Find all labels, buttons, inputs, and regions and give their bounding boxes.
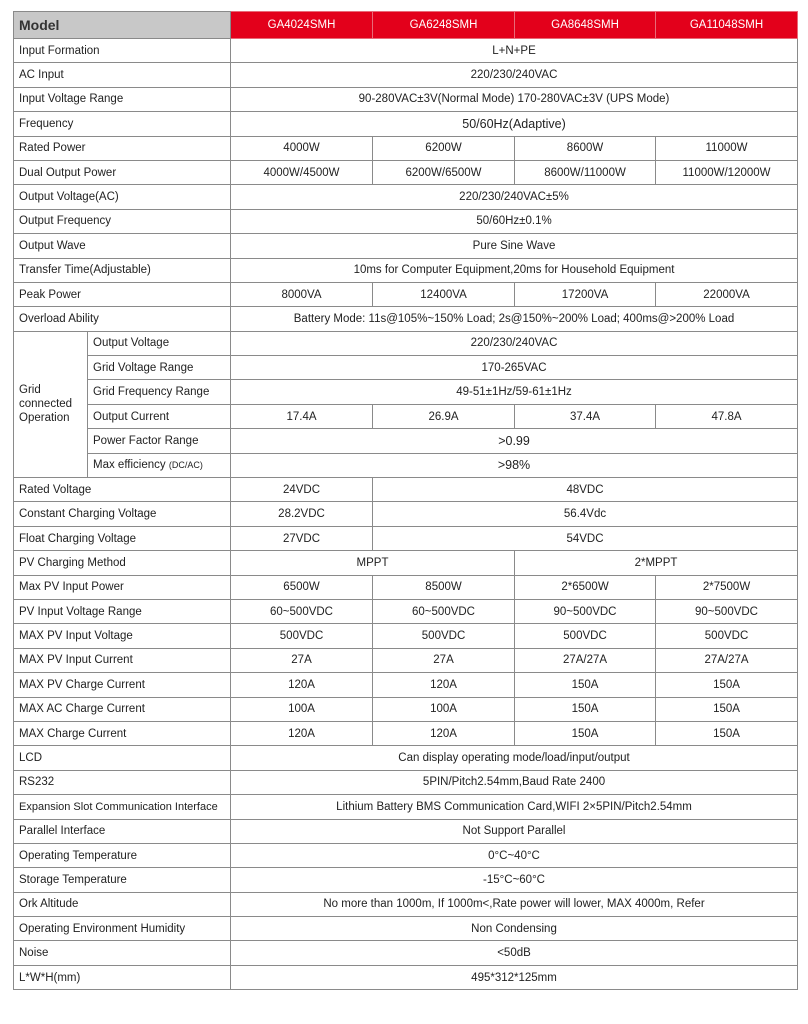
table-row xyxy=(14,478,798,502)
row-value: 10ms for Computer Equipment,20ms for Household Equipment xyxy=(231,258,798,282)
table-row xyxy=(14,551,798,575)
row-value: 49-51±1Hz/59-61±1Hz xyxy=(231,380,798,404)
row-value: 2*6500W xyxy=(515,575,656,599)
table-row xyxy=(14,404,798,428)
row-label: Rated Power xyxy=(14,136,231,160)
row-value: 27VDC xyxy=(231,526,373,550)
table-row xyxy=(14,892,798,916)
row-value: MPPT xyxy=(231,551,515,575)
row-value: 2*MPPT xyxy=(515,551,798,575)
row-value: 220/230/240VAC xyxy=(231,331,798,355)
row-value: 120A xyxy=(373,673,515,697)
row-value: 17200VA xyxy=(515,282,656,306)
table-row xyxy=(14,770,798,794)
row-value: 4000W/4500W xyxy=(231,160,373,184)
row-label: Grid Voltage Range xyxy=(88,356,231,380)
row-value: 54VDC xyxy=(373,526,798,550)
row-value: 120A xyxy=(231,673,373,697)
row-value: 0°C~40°C xyxy=(231,843,798,867)
table-row xyxy=(14,356,798,380)
row-value: 90~500VDC xyxy=(656,599,798,623)
row-label: Parallel Interface xyxy=(14,819,231,843)
row-value: <50dB xyxy=(231,941,798,965)
table-row xyxy=(14,331,798,355)
table-row xyxy=(14,39,798,63)
table-row xyxy=(14,721,798,745)
row-value: -15°C~60°C xyxy=(231,868,798,892)
table-row xyxy=(14,429,798,453)
table-row xyxy=(14,575,798,599)
row-label: Output Voltage xyxy=(88,331,231,355)
row-label: AC Input xyxy=(14,63,231,87)
table-row xyxy=(14,209,798,233)
table-row xyxy=(14,185,798,209)
model-col-3: GA8648SMH xyxy=(515,12,656,39)
row-value: 27A/27A xyxy=(515,648,656,672)
row-label: L*W*H(mm) xyxy=(14,965,231,989)
row-value: 100A xyxy=(373,697,515,721)
table-row xyxy=(14,63,798,87)
row-value: 12400VA xyxy=(373,282,515,306)
row-value: 17.4A xyxy=(231,404,373,428)
row-value: 37.4A xyxy=(515,404,656,428)
row-label: Peak Power xyxy=(14,282,231,306)
row-value: 150A xyxy=(515,673,656,697)
row-label: Ork Altitude xyxy=(14,892,231,916)
row-value: 56.4Vdc xyxy=(373,502,798,526)
row-label: Output Wave xyxy=(14,234,231,258)
row-value: 27A xyxy=(231,648,373,672)
table-row xyxy=(14,819,798,843)
table-row xyxy=(14,307,798,331)
table-row xyxy=(14,136,798,160)
table-row xyxy=(14,941,798,965)
row-value: Not Support Parallel xyxy=(231,819,798,843)
row-value: 50/60Hz±0.1% xyxy=(231,209,798,233)
row-value: 5PIN/Pitch2.54mm,Baud Rate 2400 xyxy=(231,770,798,794)
row-value: 8000VA xyxy=(231,282,373,306)
table-row xyxy=(14,112,798,136)
table-row xyxy=(14,160,798,184)
table-row xyxy=(14,624,798,648)
row-value: 500VDC xyxy=(515,624,656,648)
table-row xyxy=(14,648,798,672)
row-label: Input Formation xyxy=(14,39,231,63)
row-value: 8600W xyxy=(515,136,656,160)
row-label: Storage Temperature xyxy=(14,868,231,892)
row-label: Grid Frequency Range xyxy=(88,380,231,404)
row-label: Power Factor Range xyxy=(88,429,231,453)
row-value: 220/230/240VAC xyxy=(231,63,798,87)
row-value: Lithium Battery BMS Communication Card,WIFI 2×5PIN/Pitch2.54mm xyxy=(231,795,798,819)
row-value: 8500W xyxy=(373,575,515,599)
row-value: 90~500VDC xyxy=(515,599,656,623)
row-value: 8600W/11000W xyxy=(515,160,656,184)
table-row xyxy=(14,502,798,526)
row-value: 150A xyxy=(515,697,656,721)
row-value: 11000W/12000W xyxy=(656,160,798,184)
row-label: MAX PV Input Voltage xyxy=(14,624,231,648)
row-value: >98% xyxy=(231,453,798,477)
row-value: Non Condensing xyxy=(231,917,798,941)
row-label: Constant Charging Voltage xyxy=(14,502,231,526)
row-value: 27A/27A xyxy=(656,648,798,672)
row-label: Output Voltage(AC) xyxy=(14,185,231,209)
header-row xyxy=(14,12,798,39)
row-value: 150A xyxy=(515,721,656,745)
row-label: Float Charging Voltage xyxy=(14,526,231,550)
row-value: 60~500VDC xyxy=(231,599,373,623)
table-row xyxy=(14,843,798,867)
row-label: Frequency xyxy=(14,112,231,136)
row-value: 24VDC xyxy=(231,478,373,502)
row-label-suffix: (DC/AC) xyxy=(168,460,203,471)
model-col-1: GA4024SMH xyxy=(231,12,373,39)
row-value: 26.9A xyxy=(373,404,515,428)
row-value: 150A xyxy=(656,721,798,745)
row-value: 220/230/240VAC±5% xyxy=(231,185,798,209)
row-value: 11000W xyxy=(656,136,798,160)
row-value: No more than 1000m, If 1000m<,Rate power will lower, MAX 4000m, Refer xyxy=(231,892,798,916)
row-label: Output Current xyxy=(88,404,231,428)
row-label: MAX AC Charge Current xyxy=(14,697,231,721)
table-row xyxy=(14,234,798,258)
row-value: 500VDC xyxy=(373,624,515,648)
group-label-grid: Grid connected Operation xyxy=(14,331,88,477)
row-value: 50/60Hz(Adaptive) xyxy=(231,112,798,136)
row-value: 170-265VAC xyxy=(231,356,798,380)
row-label: RS232 xyxy=(14,770,231,794)
row-value: 500VDC xyxy=(231,624,373,648)
row-label: Noise xyxy=(14,941,231,965)
row-value: 6200W/6500W xyxy=(373,160,515,184)
row-value: 27A xyxy=(373,648,515,672)
table-row xyxy=(14,258,798,282)
table-row xyxy=(14,746,798,770)
row-label: Operating Environment Humidity xyxy=(14,917,231,941)
row-label: Max PV Input Power xyxy=(14,575,231,599)
row-value: Pure Sine Wave xyxy=(231,234,798,258)
row-label: Expansion Slot Communication Interface xyxy=(14,795,231,819)
row-value: 495*312*125mm xyxy=(231,965,798,989)
row-value: 28.2VDC xyxy=(231,502,373,526)
model-label: Model xyxy=(14,12,231,39)
row-value: 90-280VAC±3V(Normal Mode) 170-280VAC±3V (UPS Mode) xyxy=(231,87,798,111)
row-label: Transfer Time(Adjustable) xyxy=(14,258,231,282)
row-value: 22000VA xyxy=(656,282,798,306)
row-value: 48VDC xyxy=(373,478,798,502)
row-label: Max efficiency xyxy=(93,459,166,472)
row-label: MAX PV Input Current xyxy=(14,648,231,672)
table-row xyxy=(14,526,798,550)
row-value: 60~500VDC xyxy=(373,599,515,623)
row-value: 6200W xyxy=(373,136,515,160)
row-label: PV Input Voltage Range xyxy=(14,599,231,623)
row-value: 2*7500W xyxy=(656,575,798,599)
row-value: 100A xyxy=(231,697,373,721)
row-value: 150A xyxy=(656,697,798,721)
row-label: Dual Output Power xyxy=(14,160,231,184)
row-label: PV Charging Method xyxy=(14,551,231,575)
row-value: Can display operating mode/load/input/output xyxy=(231,746,798,770)
row-value: >0.99 xyxy=(231,429,798,453)
table-row xyxy=(14,282,798,306)
table-row xyxy=(14,795,798,819)
table-row xyxy=(14,673,798,697)
table-row xyxy=(14,453,798,477)
table-row xyxy=(14,965,798,989)
row-value: 6500W xyxy=(231,575,373,599)
table-row xyxy=(14,697,798,721)
row-label: Input Voltage Range xyxy=(14,87,231,111)
row-value: 500VDC xyxy=(656,624,798,648)
table-row xyxy=(14,380,798,404)
row-value: 120A xyxy=(373,721,515,745)
row-label: Overload Ability xyxy=(14,307,231,331)
table-row xyxy=(14,917,798,941)
row-label: MAX PV Charge Current xyxy=(14,673,231,697)
row-label: Operating Temperature xyxy=(14,843,231,867)
model-col-4: GA11048SMH xyxy=(656,12,798,39)
spec-table xyxy=(13,11,798,990)
row-value: 4000W xyxy=(231,136,373,160)
row-value: 47.8A xyxy=(656,404,798,428)
table-row xyxy=(14,87,798,111)
row-value: 120A xyxy=(231,721,373,745)
model-col-2: GA6248SMH xyxy=(373,12,515,39)
row-value: Battery Mode: 11s@105%~150% Load; 2s@150%~200% Load; 400ms@>200% Load xyxy=(231,307,798,331)
table-row xyxy=(14,868,798,892)
row-value: L+N+PE xyxy=(231,39,798,63)
table-row xyxy=(14,599,798,623)
row-label-wrap xyxy=(88,453,231,477)
row-label: MAX Charge Current xyxy=(14,721,231,745)
row-label: LCD xyxy=(14,746,231,770)
row-label: Output Frequency xyxy=(14,209,231,233)
row-value: 150A xyxy=(656,673,798,697)
row-label: Rated Voltage xyxy=(14,478,231,502)
